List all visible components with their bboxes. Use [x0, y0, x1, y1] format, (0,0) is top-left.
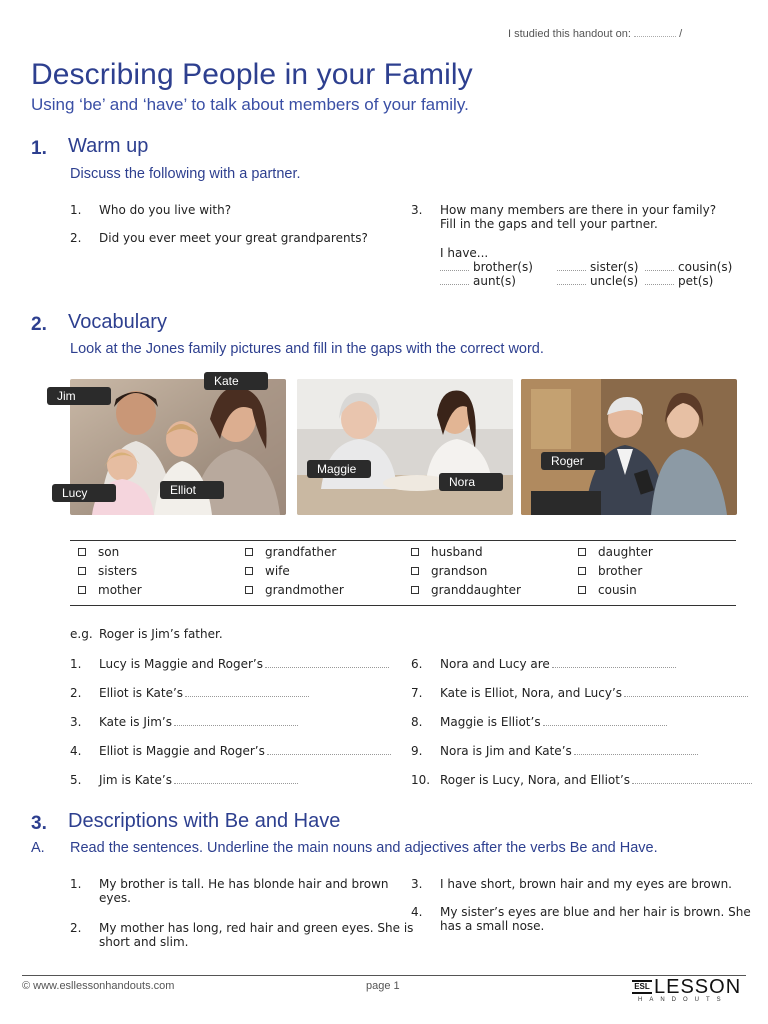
- vocab-item-6: 6. Nora and Lucy are: [411, 657, 741, 673]
- section1-number: 1.: [31, 138, 47, 159]
- sentence-1: 1. My brother is tall. He has blonde hair and brown eyes.: [70, 877, 389, 905]
- section2-instruction: Look at the Jones family pictures and fill in the gaps with the correct word.: [70, 341, 544, 357]
- slot-uncles: uncle(s): [557, 274, 638, 288]
- checkbox[interactable]: [578, 586, 586, 594]
- answer-blank[interactable]: [174, 774, 298, 784]
- answer-blank[interactable]: [174, 716, 298, 726]
- warmup-question-3: 3. How many members are there in your family? Fill in the gaps and tell your partner. I have... brother(s) sister(s) cousin(s) aunt(s) uncle(s) pet(s): [411, 203, 733, 288]
- vocab-item-2: 2. Elliot is Kate’s: [70, 686, 390, 702]
- checkbox[interactable]: [78, 586, 86, 594]
- vocab-item-3: 3. Kate is Jim’s: [70, 715, 390, 731]
- word-sisters[interactable]: sisters: [78, 564, 137, 578]
- section2-number: 2.: [31, 314, 47, 335]
- slot-brothers: brother(s): [440, 260, 533, 274]
- name-tag-jim: Jim: [47, 387, 111, 405]
- answer-blank[interactable]: [267, 745, 391, 755]
- checkbox[interactable]: [578, 567, 586, 575]
- vocab-item-1: 1. Lucy is Maggie and Roger’s: [70, 657, 390, 673]
- slot-sisters: sister(s): [557, 260, 638, 274]
- checkbox[interactable]: [78, 567, 86, 575]
- vocab-item-4: 4. Elliot is Maggie and Roger’s: [70, 744, 390, 760]
- word-grandson[interactable]: grandson: [411, 564, 487, 578]
- studied-day-blank: [634, 36, 676, 37]
- section3-instruction: Read the sentences. Underline the main nouns and adjectives after the verbs Be and Have.: [70, 840, 658, 856]
- checkbox[interactable]: [411, 567, 419, 575]
- word-son[interactable]: son: [78, 545, 119, 559]
- word-granddaughter[interactable]: granddaughter: [411, 583, 521, 597]
- answer-blank[interactable]: [185, 687, 309, 697]
- studied-separator: /: [679, 28, 683, 40]
- warmup-question-1: 1. Who do you live with?: [70, 203, 232, 217]
- answer-blank[interactable]: [574, 745, 698, 755]
- family-photo-2-image: [297, 379, 513, 515]
- word-box: [78, 545, 736, 601]
- section2-title: Vocabulary: [68, 311, 167, 333]
- word-husband[interactable]: husband: [411, 545, 483, 559]
- section3-number: 3.: [31, 813, 47, 834]
- name-tag-maggie: Maggie: [307, 460, 371, 478]
- checkbox[interactable]: [411, 586, 419, 594]
- answer-blank[interactable]: [632, 774, 752, 784]
- word-daughter[interactable]: daughter: [578, 545, 653, 559]
- checkbox[interactable]: [411, 548, 419, 556]
- word-grandmother[interactable]: grandmother: [245, 583, 344, 597]
- logo-esl-text: ESL: [632, 980, 652, 994]
- footer-page-number: page 1: [366, 980, 400, 992]
- family-photo-3-image: [521, 379, 737, 515]
- vocab-item-10: 10. Roger is Lucy, Nora, and Elliot’s: [411, 773, 741, 789]
- word-box-top-rule: [70, 540, 736, 541]
- vocab-item-8: 8. Maggie is Elliot’s: [411, 715, 741, 731]
- answer-blank[interactable]: [265, 658, 389, 668]
- footer-rule: [22, 975, 746, 976]
- vocab-item-7: 7. Kate is Elliot, Nora, and Lucy’s: [411, 686, 741, 702]
- answer-blank[interactable]: [552, 658, 676, 668]
- checkbox[interactable]: [245, 586, 253, 594]
- sentence-2: 2. My mother has long, red hair and green eyes. She is short and slim.: [70, 921, 414, 949]
- studied-date-line: [508, 28, 682, 40]
- vocab-example: e.g. Roger is Jim’s father.: [70, 627, 223, 641]
- vocab-item-5: 5. Jim is Kate’s: [70, 773, 390, 789]
- section3-title: Descriptions with Be and Have: [68, 810, 341, 832]
- checkbox[interactable]: [578, 548, 586, 556]
- word-cousin[interactable]: cousin: [578, 583, 637, 597]
- section1-instruction: Discuss the following with a partner.: [70, 166, 301, 182]
- footer-copyright: © www.esllessonhandouts.com: [22, 980, 175, 992]
- vocab-item-9: 9. Nora is Jim and Kate’s: [411, 744, 741, 760]
- logo-handouts-text: HANDOUTS: [638, 997, 728, 1003]
- word-mother[interactable]: mother: [78, 583, 142, 597]
- name-tag-kate: Kate: [204, 372, 268, 390]
- slot-pets: pet(s): [645, 274, 713, 288]
- name-tag-nora: Nora: [439, 473, 503, 491]
- section3-sub-letter: A.: [31, 840, 45, 856]
- checkbox[interactable]: [78, 548, 86, 556]
- page-title: Describing People in your Family: [31, 58, 473, 91]
- logo-lesson-text: LESSON: [654, 976, 742, 998]
- word-box-bottom-rule: [70, 605, 736, 606]
- slot-aunts: aunt(s): [440, 274, 516, 288]
- answer-blank[interactable]: [624, 687, 748, 697]
- name-tag-elliot: Elliot: [160, 481, 224, 499]
- name-tag-lucy: Lucy: [52, 484, 116, 502]
- checkbox[interactable]: [245, 548, 253, 556]
- sentence-3: 3. I have short, brown hair and my eyes are brown.: [411, 877, 732, 891]
- word-wife[interactable]: wife: [245, 564, 290, 578]
- word-grandfather[interactable]: grandfather: [245, 545, 336, 559]
- studied-label: I studied this handout on:: [508, 28, 631, 40]
- checkbox[interactable]: [245, 567, 253, 575]
- name-tag-roger: Roger: [541, 452, 605, 470]
- warmup-question-2: 2. Did you ever meet your great grandparents?: [70, 231, 368, 245]
- answer-blank[interactable]: [543, 716, 667, 726]
- slot-cousins: cousin(s): [645, 260, 732, 274]
- page-subtitle: Using ‘be’ and ‘have’ to talk about members of your family.: [31, 95, 469, 114]
- esl-lesson-handouts-logo: [632, 978, 748, 1006]
- family-photo-3: [521, 379, 737, 515]
- section1-title: Warm up: [68, 135, 149, 157]
- sentence-4: 4. My sister’s eyes are blue and her hair is brown. She has a small nose.: [411, 905, 751, 933]
- word-brother[interactable]: brother: [578, 564, 642, 578]
- family-photo-2: [297, 379, 513, 515]
